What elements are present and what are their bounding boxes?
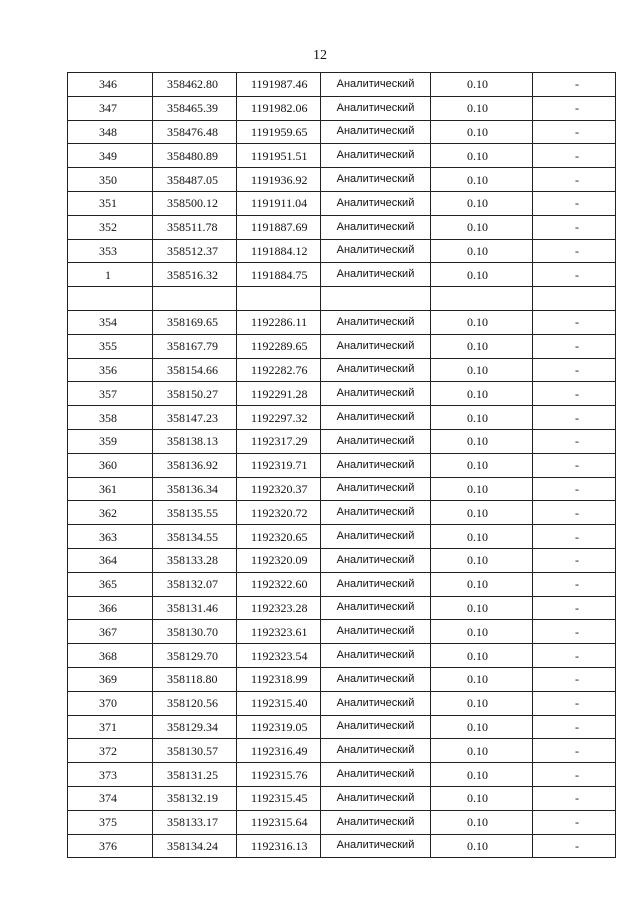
method-cell: Аналитический xyxy=(321,596,431,620)
error-cell: 0.10 xyxy=(431,644,533,668)
note-cell: - xyxy=(533,334,616,358)
table-row xyxy=(68,477,616,501)
table-row xyxy=(68,667,616,691)
x-coordinate-cell: 358136.92 xyxy=(153,453,237,477)
point-number-cell: 375 xyxy=(68,810,153,834)
error-cell: 0.10 xyxy=(431,667,533,691)
method-cell: Аналитический xyxy=(321,572,431,596)
note-cell: - xyxy=(533,310,616,334)
error-cell: 0.10 xyxy=(431,310,533,334)
point-number-cell: 358 xyxy=(68,406,153,430)
x-coordinate-cell: 358465.39 xyxy=(153,96,237,120)
x-coordinate-cell: 358129.34 xyxy=(153,715,237,739)
note-cell: - xyxy=(533,477,616,501)
note-cell: - xyxy=(533,120,616,144)
note-cell: - xyxy=(533,739,616,763)
error-cell: 0.10 xyxy=(431,477,533,501)
error-cell: 0.10 xyxy=(431,786,533,810)
note-cell xyxy=(533,287,616,311)
x-coordinate-cell: 358169.65 xyxy=(153,310,237,334)
method-cell: Аналитический xyxy=(321,620,431,644)
y-coordinate-cell: 1191936.92 xyxy=(237,168,321,192)
point-number-cell: 370 xyxy=(68,691,153,715)
point-number-cell: 376 xyxy=(68,834,153,858)
error-cell: 0.10 xyxy=(431,572,533,596)
y-coordinate-cell: 1192315.45 xyxy=(237,786,321,810)
method-cell: Аналитический xyxy=(321,501,431,525)
point-number-cell: 346 xyxy=(68,73,153,97)
y-coordinate-cell: 1192320.72 xyxy=(237,501,321,525)
point-number-cell xyxy=(68,287,153,311)
method-cell: Аналитический xyxy=(321,406,431,430)
table-row xyxy=(68,406,616,430)
point-number-cell: 348 xyxy=(68,120,153,144)
x-coordinate-cell xyxy=(153,287,237,311)
x-coordinate-cell: 358136.34 xyxy=(153,477,237,501)
error-cell: 0.10 xyxy=(431,215,533,239)
table-row xyxy=(68,120,616,144)
point-number-cell: 365 xyxy=(68,572,153,596)
y-coordinate-cell: 1192316.13 xyxy=(237,834,321,858)
point-number-cell: 356 xyxy=(68,358,153,382)
y-coordinate-cell: 1191951.51 xyxy=(237,144,321,168)
note-cell: - xyxy=(533,691,616,715)
method-cell: Аналитический xyxy=(321,120,431,144)
error-cell: 0.10 xyxy=(431,120,533,144)
table-row xyxy=(68,358,616,382)
error-cell: 0.10 xyxy=(431,144,533,168)
error-cell: 0.10 xyxy=(431,715,533,739)
error-cell: 0.10 xyxy=(431,406,533,430)
table-row xyxy=(68,96,616,120)
x-coordinate-cell: 358487.05 xyxy=(153,168,237,192)
table-row xyxy=(68,620,616,644)
y-coordinate-cell: 1191911.04 xyxy=(237,191,321,215)
error-cell: 0.10 xyxy=(431,334,533,358)
table-row xyxy=(68,501,616,525)
y-coordinate-cell: 1191884.75 xyxy=(237,263,321,287)
point-number-cell: 1 xyxy=(68,263,153,287)
note-cell: - xyxy=(533,73,616,97)
method-cell: Аналитический xyxy=(321,96,431,120)
note-cell: - xyxy=(533,406,616,430)
table-row xyxy=(68,310,616,334)
method-cell: Аналитический xyxy=(321,691,431,715)
point-number-cell: 350 xyxy=(68,168,153,192)
x-coordinate-cell: 358154.66 xyxy=(153,358,237,382)
x-coordinate-cell: 358511.78 xyxy=(153,215,237,239)
method-cell: Аналитический xyxy=(321,382,431,406)
y-coordinate-cell: 1191982.06 xyxy=(237,96,321,120)
x-coordinate-cell: 358132.19 xyxy=(153,786,237,810)
error-cell: 0.10 xyxy=(431,763,533,787)
y-coordinate-cell: 1192282.76 xyxy=(237,358,321,382)
x-coordinate-cell: 358118.80 xyxy=(153,667,237,691)
table-row xyxy=(68,239,616,263)
point-number-cell: 369 xyxy=(68,667,153,691)
error-cell: 0.10 xyxy=(431,263,533,287)
note-cell: - xyxy=(533,239,616,263)
note-cell: - xyxy=(533,667,616,691)
point-number-cell: 347 xyxy=(68,96,153,120)
error-cell: 0.10 xyxy=(431,810,533,834)
coordinates-table-body xyxy=(68,73,616,858)
y-coordinate-cell: 1191884.12 xyxy=(237,239,321,263)
point-number-cell: 372 xyxy=(68,739,153,763)
x-coordinate-cell: 358134.55 xyxy=(153,525,237,549)
x-coordinate-cell: 358512.37 xyxy=(153,239,237,263)
error-cell: 0.10 xyxy=(431,453,533,477)
table-row xyxy=(68,215,616,239)
x-coordinate-cell: 358132.07 xyxy=(153,572,237,596)
table-row xyxy=(68,287,616,311)
x-coordinate-cell: 358500.12 xyxy=(153,191,237,215)
y-coordinate-cell: 1192322.60 xyxy=(237,572,321,596)
note-cell: - xyxy=(533,644,616,668)
method-cell: Аналитический xyxy=(321,334,431,358)
y-coordinate-cell: 1192323.61 xyxy=(237,620,321,644)
method-cell: Аналитический xyxy=(321,477,431,501)
table-row xyxy=(68,453,616,477)
error-cell: 0.10 xyxy=(431,501,533,525)
point-number-cell: 349 xyxy=(68,144,153,168)
y-coordinate-cell: 1192323.54 xyxy=(237,644,321,668)
y-coordinate-cell: 1192286.11 xyxy=(237,310,321,334)
x-coordinate-cell: 358131.46 xyxy=(153,596,237,620)
method-cell: Аналитический xyxy=(321,191,431,215)
method-cell: Аналитический xyxy=(321,667,431,691)
method-cell: Аналитический xyxy=(321,358,431,382)
point-number-cell: 359 xyxy=(68,429,153,453)
note-cell: - xyxy=(533,715,616,739)
y-coordinate-cell: 1191887.69 xyxy=(237,215,321,239)
table-row xyxy=(68,786,616,810)
table-row xyxy=(68,644,616,668)
x-coordinate-cell: 358516.32 xyxy=(153,263,237,287)
y-coordinate-cell: 1192320.65 xyxy=(237,525,321,549)
note-cell: - xyxy=(533,453,616,477)
method-cell: Аналитический xyxy=(321,310,431,334)
table-row xyxy=(68,429,616,453)
page-number: 12 xyxy=(313,48,327,63)
method-cell: Аналитический xyxy=(321,644,431,668)
y-coordinate-cell: 1192315.40 xyxy=(237,691,321,715)
error-cell: 0.10 xyxy=(431,429,533,453)
error-cell: 0.10 xyxy=(431,168,533,192)
x-coordinate-cell: 358133.17 xyxy=(153,810,237,834)
table-row xyxy=(68,382,616,406)
method-cell: Аналитический xyxy=(321,168,431,192)
error-cell: 0.10 xyxy=(431,834,533,858)
y-coordinate-cell: 1191987.46 xyxy=(237,73,321,97)
note-cell: - xyxy=(533,834,616,858)
point-number-cell: 362 xyxy=(68,501,153,525)
point-number-cell: 373 xyxy=(68,763,153,787)
y-coordinate-cell: 1191959.65 xyxy=(237,120,321,144)
method-cell: Аналитический xyxy=(321,525,431,549)
y-coordinate-cell: 1192316.49 xyxy=(237,739,321,763)
table-row xyxy=(68,834,616,858)
x-coordinate-cell: 358480.89 xyxy=(153,144,237,168)
method-cell: Аналитический xyxy=(321,834,431,858)
point-number-cell: 355 xyxy=(68,334,153,358)
y-coordinate-cell: 1192315.64 xyxy=(237,810,321,834)
error-cell: 0.10 xyxy=(431,691,533,715)
note-cell: - xyxy=(533,786,616,810)
table-row xyxy=(68,263,616,287)
x-coordinate-cell: 358138.13 xyxy=(153,429,237,453)
point-number-cell: 364 xyxy=(68,548,153,572)
point-number-cell: 351 xyxy=(68,191,153,215)
y-coordinate-cell: 1192315.76 xyxy=(237,763,321,787)
method-cell: Аналитический xyxy=(321,715,431,739)
x-coordinate-cell: 358476.48 xyxy=(153,120,237,144)
error-cell: 0.10 xyxy=(431,525,533,549)
error-cell: 0.10 xyxy=(431,96,533,120)
error-cell: 0.10 xyxy=(431,358,533,382)
error-cell: 0.10 xyxy=(431,73,533,97)
point-number-cell: 354 xyxy=(68,310,153,334)
note-cell: - xyxy=(533,501,616,525)
point-number-cell: 371 xyxy=(68,715,153,739)
table-row xyxy=(68,73,616,97)
x-coordinate-cell: 358133.28 xyxy=(153,548,237,572)
error-cell: 0.10 xyxy=(431,239,533,263)
error-cell: 0.10 xyxy=(431,191,533,215)
error-cell: 0.10 xyxy=(431,548,533,572)
y-coordinate-cell: 1192320.09 xyxy=(237,548,321,572)
method-cell: Аналитический xyxy=(321,786,431,810)
method-cell: Аналитический xyxy=(321,239,431,263)
point-number-cell: 368 xyxy=(68,644,153,668)
x-coordinate-cell: 358131.25 xyxy=(153,763,237,787)
point-number-cell: 360 xyxy=(68,453,153,477)
method-cell: Аналитический xyxy=(321,263,431,287)
point-number-cell: 367 xyxy=(68,620,153,644)
x-coordinate-cell: 358134.24 xyxy=(153,834,237,858)
table-row xyxy=(68,739,616,763)
note-cell: - xyxy=(533,810,616,834)
point-number-cell: 357 xyxy=(68,382,153,406)
y-coordinate-cell: 1192289.65 xyxy=(237,334,321,358)
table-row xyxy=(68,144,616,168)
point-number-cell: 352 xyxy=(68,215,153,239)
note-cell: - xyxy=(533,525,616,549)
y-coordinate-cell: 1192291.28 xyxy=(237,382,321,406)
note-cell: - xyxy=(533,382,616,406)
method-cell: Аналитический xyxy=(321,810,431,834)
y-coordinate-cell: 1192318.99 xyxy=(237,667,321,691)
method-cell: Аналитический xyxy=(321,215,431,239)
table-row xyxy=(68,191,616,215)
table-row xyxy=(68,525,616,549)
x-coordinate-cell: 358130.70 xyxy=(153,620,237,644)
note-cell: - xyxy=(533,168,616,192)
note-cell: - xyxy=(533,763,616,787)
note-cell: - xyxy=(533,572,616,596)
table-row xyxy=(68,168,616,192)
method-cell: Аналитический xyxy=(321,763,431,787)
note-cell: - xyxy=(533,596,616,620)
note-cell: - xyxy=(533,215,616,239)
y-coordinate-cell: 1192319.71 xyxy=(237,453,321,477)
table-row xyxy=(68,691,616,715)
method-cell: Аналитический xyxy=(321,73,431,97)
y-coordinate-cell: 1192297.32 xyxy=(237,406,321,430)
y-coordinate-cell: 1192319.05 xyxy=(237,715,321,739)
table-row xyxy=(68,763,616,787)
y-coordinate-cell: 1192317.29 xyxy=(237,429,321,453)
note-cell: - xyxy=(533,263,616,287)
point-number-cell: 353 xyxy=(68,239,153,263)
x-coordinate-cell: 358135.55 xyxy=(153,501,237,525)
x-coordinate-cell: 358150.27 xyxy=(153,382,237,406)
coordinates-table xyxy=(67,72,616,858)
error-cell: 0.10 xyxy=(431,620,533,644)
table-row xyxy=(68,334,616,358)
note-cell: - xyxy=(533,620,616,644)
method-cell: Аналитический xyxy=(321,453,431,477)
error-cell: 0.10 xyxy=(431,382,533,406)
method-cell: Аналитический xyxy=(321,429,431,453)
x-coordinate-cell: 358462.80 xyxy=(153,73,237,97)
note-cell: - xyxy=(533,358,616,382)
error-cell: 0.10 xyxy=(431,596,533,620)
note-cell: - xyxy=(533,191,616,215)
y-coordinate-cell: 1192323.28 xyxy=(237,596,321,620)
point-number-cell: 374 xyxy=(68,786,153,810)
x-coordinate-cell: 358167.79 xyxy=(153,334,237,358)
table-row xyxy=(68,548,616,572)
y-coordinate-cell: 1192320.37 xyxy=(237,477,321,501)
point-number-cell: 363 xyxy=(68,525,153,549)
table-row xyxy=(68,572,616,596)
x-coordinate-cell: 358147.23 xyxy=(153,406,237,430)
table-row xyxy=(68,810,616,834)
note-cell: - xyxy=(533,548,616,572)
point-number-cell: 361 xyxy=(68,477,153,501)
method-cell xyxy=(321,287,431,311)
method-cell: Аналитический xyxy=(321,739,431,763)
note-cell: - xyxy=(533,96,616,120)
table-row xyxy=(68,715,616,739)
error-cell: 0.10 xyxy=(431,739,533,763)
error-cell xyxy=(431,287,533,311)
method-cell: Аналитический xyxy=(321,548,431,572)
note-cell: - xyxy=(533,429,616,453)
point-number-cell: 366 xyxy=(68,596,153,620)
x-coordinate-cell: 358130.57 xyxy=(153,739,237,763)
note-cell: - xyxy=(533,144,616,168)
table-row xyxy=(68,596,616,620)
x-coordinate-cell: 358120.56 xyxy=(153,691,237,715)
y-coordinate-cell xyxy=(237,287,321,311)
method-cell: Аналитический xyxy=(321,144,431,168)
x-coordinate-cell: 358129.70 xyxy=(153,644,237,668)
